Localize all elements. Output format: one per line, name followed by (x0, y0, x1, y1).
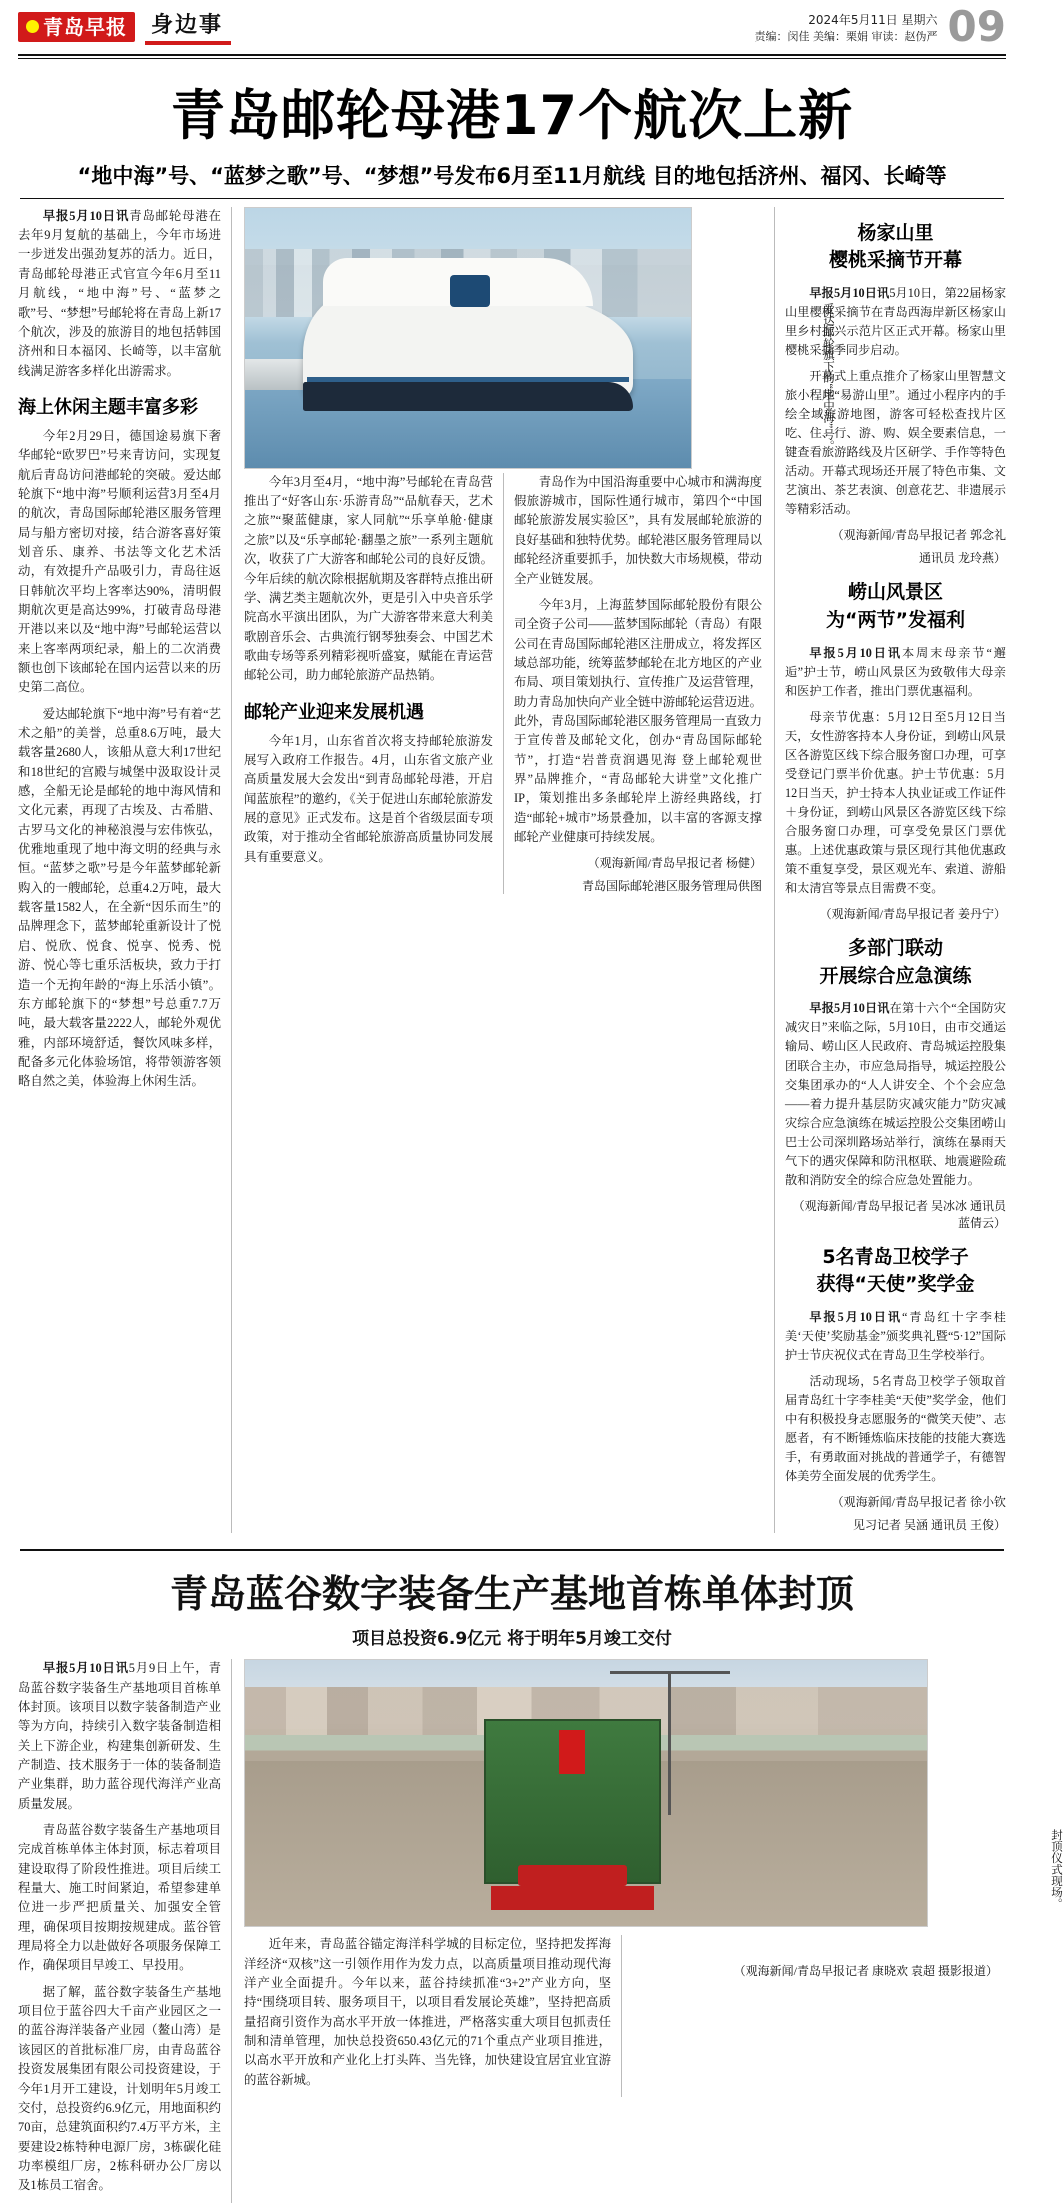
sidebar-title-1b: 樱桃采摘节开幕 (828, 249, 962, 272)
story2-paragraph-1 (18, 1659, 221, 1814)
story2-bottom-grid (244, 1935, 998, 2097)
story1-headline: 青岛邮轮母港17个航次上新 (170, 83, 854, 147)
sidebar-3-paragraph-1 (785, 999, 1006, 1189)
section-title: 身边事 (145, 8, 231, 45)
page-number: 09 (947, 2, 1006, 51)
masthead (14, 0, 1010, 52)
photo-ship-hull (303, 382, 633, 411)
sun-icon (26, 20, 39, 33)
story2-headline: 青岛蓝谷数字装备生产基地首栋单体封顶 (169, 1572, 854, 1617)
sidebar-2-p1-text: 本周末母亲节“邂逅”护士节，崂山风景区为致敬伟大母亲和医护工作者，推出门票优惠福利。 (785, 645, 1006, 698)
story1-byline-2: 青岛国际邮轮港区服务管理局供图 (581, 879, 762, 894)
story2-photo-construction (244, 1659, 928, 1927)
sidebar-1-byline-2: 通讯员 龙玲燕） (918, 551, 1006, 566)
sidebar-3-byline-1: （观海新闻/青岛早报记者 吴冰冰 通讯员 蓝倩云） (792, 1198, 1006, 1230)
story2-grid (14, 1659, 1062, 2202)
logo-text: 青岛早报 (43, 14, 127, 39)
sidebar-4-paragraph-2: 活动现场，5名青岛卫校学子领取首届青岛红十字李桂美“天使”奖学金，他们中有积极投身志愿服务的“微笑天使”、志愿者，有不断锤炼临床技能的技能大赛选手，有勇敢面对挑战的普通学子，有德智体美劳全面发展的优秀学生。 (785, 1374, 1006, 1484)
story2-column-right (232, 1659, 1062, 2202)
story2-subhead: 项目总投资6.9亿元 将于明年5月竣工交付 (352, 1629, 672, 1650)
story1-paragraph-5: 今年1月，山东省首次将支持邮轮旅游发展写入政府工作报告。4月，山东省文旅产业高质量发展大会发出“到青岛邮轮母港，开启闻蓝旅程”的邀约，《关于促进山东邮轮旅游发展的意见》正式发布。这是首个省级层面专项政策，对于推动全省邮轮旅游高质量协同发展具有重要意义。 (244, 733, 493, 864)
story1-grid (14, 207, 1010, 1534)
story1-photo-cruise-ship (244, 207, 692, 469)
story2-photo-caption: 封顶仪式现场。 (1050, 1828, 1062, 1910)
sidebar-4-byline-2: 见习记者 吴涵 通讯员 王俊） (852, 1518, 1006, 1533)
photo-ship-stripe (307, 377, 628, 382)
story1-paragraph-6: 青岛作为中国沿海重要中心城市和满海度假旅游城市，国际性通行城市，第四个“中国邮轮旅游发展实验区”，具有发展邮轮旅游的良好基础和独特优势。邮轮港区服务管理局以邮轮经济重要抓手，加快数大市场规模，带动全产业链发展。 (514, 474, 762, 586)
story1-column-middle (232, 207, 834, 1534)
masthead-right (754, 2, 1006, 51)
story2-byline-1: （观海新闻/青岛早报记者 康晓欢 袁超 摄影报道） (733, 1963, 998, 1978)
sidebar-1-paragraph-2: 开幕式上重点推介了杨家山里智慧文旅小程序“易游山里”。通过小程序内的手绘全域旅游地图，游客可轻松查找片区吃、住、行、游、购、娱全要素信息，一键查看旅游路线及片区研学、手作等特色活动。开幕式现场还开展了特色市集、文艺演出、茶艺表演、创意花艺、非遗展示等精彩活动。 (785, 369, 1006, 517)
story2 (14, 1549, 1062, 2202)
sidebar-item-emergency-drill (785, 936, 1006, 1231)
story1-midcol-b (503, 473, 762, 895)
sidebar-3-p1-text: 在第十六个“全国防灾减灾日”来临之际，5月10日，由市交通运输局、崂山区人民政府、青岛城运控股集团联合主办，市应急局指导，城运控股公交集团承办的“人人讲安全、个个会应急——着力提升基层防灾减灾能力”防灾减灾综合应急演练在城运控股公交集团崂山巴士公司深圳路场站举行，演练在暴雨天气下的遇灾保障和防汛枢联、地震避险疏散和消防安全的综合应急处置能力。 (785, 1001, 1006, 1187)
sidebar-4-paragraph-1 (785, 1308, 1006, 1365)
photo2-building-under-construction (484, 1719, 661, 1884)
photo2-banner (559, 1730, 585, 1774)
masthead-meta (755, 11, 938, 46)
masthead-divider-2 (18, 58, 1006, 59)
sidebar-2-lead-tag: 早报5月10日讯 (809, 645, 902, 660)
story2-lead-tag: 早报5月10日讯 (42, 1661, 129, 1676)
story1-paragraph-1 (18, 207, 221, 381)
story2-paragraph-2: 青岛蓝谷数字装备生产基地项目完成首栋单体主体封顶，标志着项目建设取得了阶段性推进。项目后续工程量大、施工时间紧迫，希望参建单位进一步严把质量关、加强安全管理，确保项目按期按规建成。蓝谷管理局将全力以赴做好各项服务保障工作，确保项目早竣工、早投用。 (18, 1823, 221, 1973)
story1-byline-1: （观海新闻/青岛早报记者 杨健） (587, 856, 762, 871)
sidebar-1-p1-text: 5月10日，第22届杨家山里樱桃采摘节在青岛西海岸新区杨家山里乡村振兴示范片区正式开幕。杨家山里樱桃采摘季同步启动。 (785, 286, 1007, 358)
sidebar-title-2b: 为“两节”发福利 (826, 609, 965, 632)
story1-paragraph-4: 今年3月至4月，“地中海”号邮轮在青岛营推出了“好客山东·乐游青岛”“品航春天，艺术之旅”“聚蓝健康，家人同航”“乐享单舱·健康之旅”以及“乐享邮轮·翻墨之旅”一系列主题航次，收获了广大游客和邮轮公司的良好反馈。今年后续的航次除根据航期及客群特点推出研学、满艺类主题航次外，更是引入中央音乐学院高水平演出团队，为广大游客带来意大利美歌剧音乐会、古典流行钢琴独奏会、中国艺术歌曲专场等系列精彩视听盛宴，赋能在青运营邮轮公司，助力邮轮旅游产品热销。 (244, 474, 493, 683)
sidebar-title-3a: 多部门联动 (847, 937, 943, 960)
photo2-ceremony-arch (518, 1865, 627, 1886)
story1-photo-caption: 爱达邮轮旗下的“地中海”号。 (822, 302, 834, 452)
sidebar-2-paragraph-1 (785, 644, 1006, 701)
sidebar-title-4b: 获得“天使”奖学金 (816, 1273, 975, 1296)
story1-paragraph-7: 今年3月，上海蓝梦国际邮轮股份有限公司全资子公司——蓝梦国际邮轮（青岛）有限公司在青岛国际邮轮港区注册成立，将发挥区域总部功能，统筹蓝梦邮轮在北方地区的产业布局、项目策划执行、宣传推广及运营管理，助力青岛加快向产业全链中游邮轮运营迈进。此外，青岛国际邮轮港区服务管理局一直致力于宣传普及邮轮文化，创办“青岛国际邮轮节”，打造“岩普贲润遇见海 登上邮轮观世界”品牌推介，“青岛邮轮大讲堂”文化推广IP，策划推出多条邮轮岸上游经典路线，打造“邮轮+城市”场景叠加，以丰富的客源支撑邮轮产业健康可持续发展。 (514, 597, 762, 844)
story1-paragraph-2: 今年2月29日，德国途易旗下奢华邮轮“欧罗巴”号来青访问，实现复航后青岛访问港邮轮的突破。爱达邮轮旗下“地中海”号顺利运营3月至4月的航次，青岛国际邮轮港区服务管理局与船方密切对接，结合游客喜好策划音乐、康养、书法等文化艺术活动，有效提升产品吸引力，青岛往返日韩航次平均上客率达90%，清明假期航次更是高达99%，打破青岛母港开港以来以及“地中海”号邮轮运营以来上客率两项纪录，船上的二次消费额也创下该邮轮在国内运营以来的历史第二高位。 (18, 428, 221, 695)
story2-bottomcol-a (244, 1935, 621, 2097)
sidebar-2-byline-1: （观海新闻/青岛早报记者 姜丹宁） (819, 907, 1006, 922)
sidebar-3-lead-tag: 早报5月10日讯 (809, 1001, 890, 1016)
story1-p1-text: 青岛邮轮母港在去年9月复航的基础上，今年市场进一步迸发出强劲复苏的活力。近日，青岛邮轮母港正式官宣今年6月至11月航线，“地中海”号、“蓝梦之歌”号、“梦想”号邮轮将在青岛上新17个航次，涉及的旅游目的地包括韩国济州和日本福冈、长崎等，以丰富航线满足游客多样化出游需求。 (18, 208, 221, 378)
sidebar-2-paragraph-2: 母亲节优惠：5月12日至5月12日当天，女性游客持本人身份证，到崂山风景区各游览区线下综合服务窗口办理，可享受登记门票半价优惠。护士节优惠：5月12日当天，护士持本人执业证或工作证件＋身份证，到崂山风景区各游览区线下综合服务窗口办理，可享受免景区门票优惠。上述优惠政策与景区现行其他优惠政策不重复享受，景区观光车、索道、游船和太清宫等景点目需费不变。 (785, 709, 1006, 896)
story2-paragraph-3: 据了解，蓝谷数字装备生产基地项目位于蓝谷四大千亩产业园区之一的蓝谷海洋装备产业园（鳌山湾）是该园区的首批标准厂房，由青岛蓝谷投资发展集团有限公司投资建设，于今年1月开工建设，计划明年5月竣工交付，总投资约6.9亿元，用地面积约70亩，总建筑面积约7.4万平方米，主要建设2栋特种电源厂房，3栋碳化硅功率模组厂房，2栋科研办公厂房以及1栋员工宿舍。 (18, 1984, 221, 2193)
story2-p1-text: 5月9日上午，青岛蓝谷数字装备生产基地项目首栋单体封顶。该项目以数字装备制造产业等为方向，持续引入数字装备制造相关上下游企业，构建集创新研发、生产制造、技术服务于一体的装备制造产业集群，助力蓝谷现代海洋产业高质量发展。 (18, 1661, 221, 1811)
newspaper-logo (18, 12, 135, 42)
photo-ship-funnel (450, 275, 490, 306)
masthead-divider (18, 54, 1006, 56)
sidebar-title-1a: 杨家山里 (857, 221, 934, 244)
sidebar-item-scholarship (785, 1245, 1006, 1534)
publication-date: 2024年5月11日 星期六 (808, 13, 938, 28)
story2-bottomcol-b (621, 1935, 998, 2097)
story1-section2-title: 邮轮产业迎来发展机遇 (244, 701, 424, 723)
story1-midcol-a (244, 473, 503, 895)
sidebar-title-4a: 5名青岛卫校学子 (822, 1245, 969, 1268)
photo2-crane (668, 1671, 671, 1815)
sidebar-title-3b: 开展综合应急演练 (819, 964, 972, 987)
sidebar-4-p1-text: “青岛红十字李桂美‘天使’奖励基金”颁奖典礼暨“5·12”国际护士节庆祝仪式在青岛卫生学校举行。 (785, 1310, 1006, 1363)
photo2-red-carpet (491, 1886, 655, 1910)
story2-divider (20, 1549, 1004, 1551)
story1-paragraph-3: 爱达邮轮旗下“地中海”号有着“艺术之船”的美誉，总重8.6万吨，最大载客量2680人，该船从意大利17世纪和18世纪的宫殿与城堡中汲取设计灵感，全船无论是邮轮的地中海风情和文化元素，再现了古埃及、古希腊、古罗马文化的神秘浪漫与宏伟恢弘，优雅地重现了地中海文明的经典与永恒。“蓝梦之歌”号是今年蓝梦邮轮新购入的一艘邮轮，总重4.2万吨，最大载客量1582人，在全新“因乐而生”的品牌理念下，蓝梦邮轮重新设计了悦启、悦欣、悦食、悦享、悦秀、悦游、悦心等七重乐活板块，致力于打造一个无拘年龄的“海上乐活小镇”。东方邮轮旗下的“梦想”号总重7.7万吨，最大载客量2222人，邮轮外观优雅，内部环境舒适，餐饮风味多样，配备多元化体验场馆，将带领游客领略自然之美，体验海上休闲生活。 (18, 706, 221, 1089)
story1-subhead: “地中海”号、“蓝梦之歌”号、“梦想”号发布6月至11月航线 目的地包括济州、福冈、长崎等 (77, 163, 947, 188)
story2-paragraph-5 (632, 1935, 998, 1954)
masthead-left (18, 8, 231, 45)
story2-paragraph-4: 近年来，青岛蓝谷锚定海洋科学城的目标定位，坚持把发挥海洋经济“双核”这一引领作用作为发力点，以高质量项目推动现代海洋产业全面提升。今年以来，蓝谷持续抓准“3+2”产业方向，坚持“围绕项目转、服务项目干，以项目看发展论英雄”，坚持把高质量招商引资作为高水平开放一体推进，严格落实重大项目包抓责任制和清单管理，加快总投资650.43亿元的71个重点产业项目推进，以高水平开放和产业化上打头阵、当先锋，加快建设宜居宜业宜游的蓝谷新城。 (244, 1937, 611, 2087)
lead-tag: 早报5月10日讯 (42, 208, 130, 223)
sidebar-title-2a: 崂山风景区 (847, 581, 943, 604)
story2-column-left (14, 1659, 232, 2202)
story1-section1-title: 海上休闲主题丰富多彩 (18, 396, 198, 418)
sidebar-1-lead-tag: 早报5月10日讯 (809, 286, 890, 301)
story2-photo-block (244, 1659, 1062, 1927)
story1-column-left (14, 207, 232, 1534)
editor-credits: 责编：闵佳 美编：栗娟 审读：赵伪严 (754, 30, 938, 44)
sidebar-1-byline-1: （观海新闻/青岛早报记者 郭念礼 (831, 528, 1006, 543)
sidebar-4-byline-1: （观海新闻/青岛早报记者 徐小钦 (831, 1495, 1006, 1510)
sidebar-item-laoshan (785, 580, 1006, 922)
story1-divider (20, 198, 1004, 199)
story1-photo-block (244, 207, 834, 469)
sidebar-4-lead-tag: 早报5月10日讯 (809, 1310, 902, 1325)
